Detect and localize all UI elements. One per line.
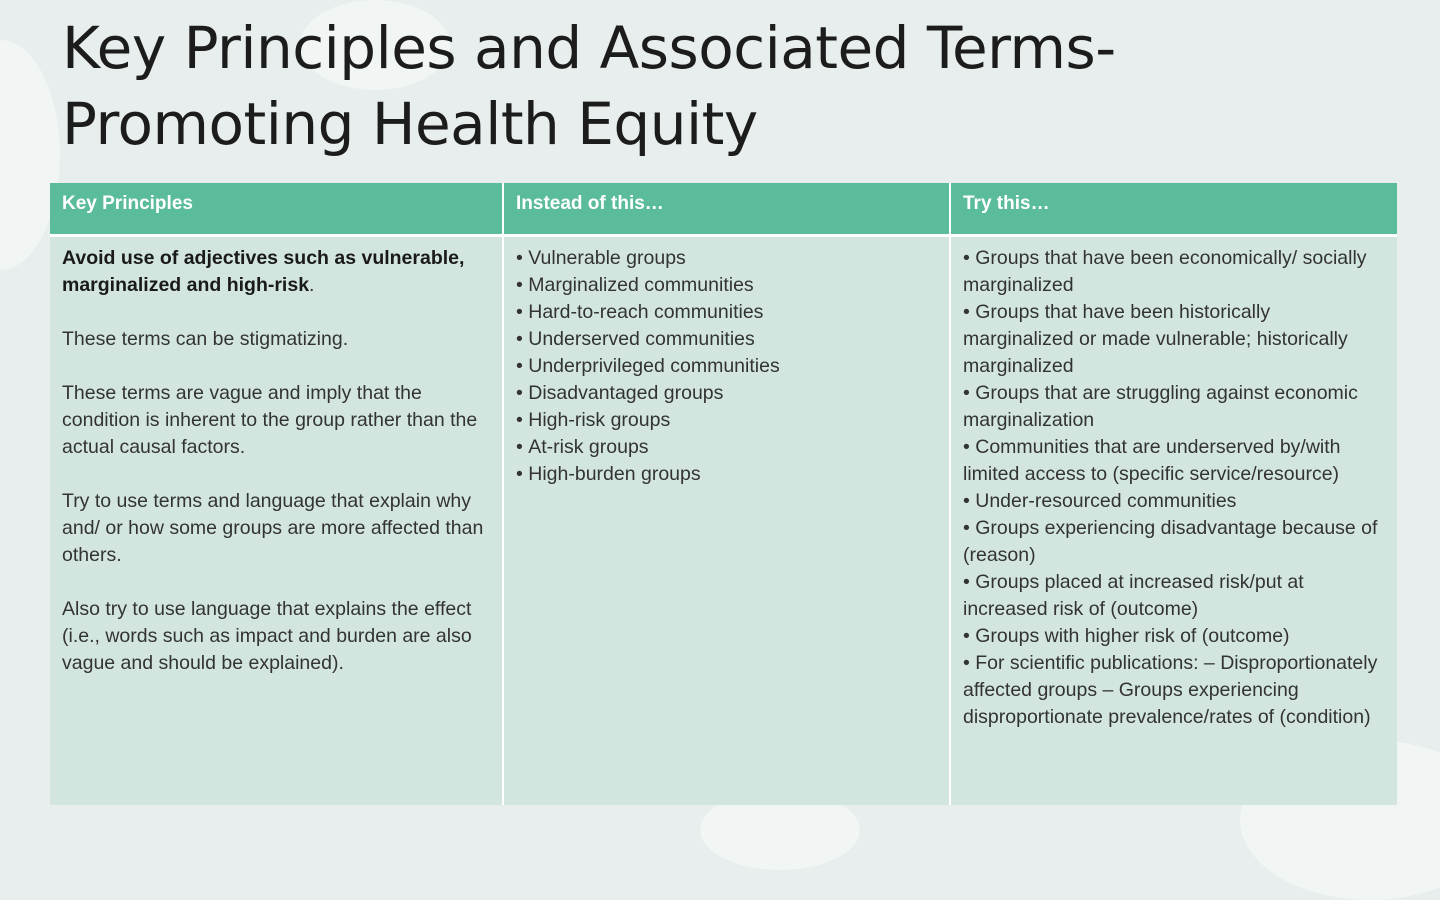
- list-item: • Groups that have been historically marginalized or made vulnerable; historically marginalized: [963, 299, 1385, 380]
- lead-statement: [62, 245, 490, 299]
- list-item: • Groups with higher risk of (outcome): [963, 623, 1385, 650]
- list-item: • Vulnerable groups: [516, 245, 937, 272]
- list-item: • At-risk groups: [516, 434, 937, 461]
- principle-paragraph: These terms can be stigmatizing.: [62, 327, 349, 350]
- instead-of-this-list: [516, 245, 937, 488]
- list-item: • Under-resourced communities: [963, 488, 1385, 515]
- table-header-row: [50, 183, 1397, 235]
- try-this-list: [963, 245, 1385, 731]
- list-item: • Communities that are underserved by/with limited access to (specific service/resource): [963, 434, 1385, 488]
- list-item: • Underprivileged communities: [516, 353, 937, 380]
- lead-end-text: .: [309, 273, 315, 296]
- list-item: • Disadvantaged groups: [516, 380, 937, 407]
- page-title: [62, 10, 1116, 162]
- table-row: [50, 235, 1397, 805]
- try-this-cell: [950, 235, 1397, 805]
- list-item: • High-risk groups: [516, 407, 937, 434]
- list-item: • Groups experiencing disadvantage because of (reason): [963, 515, 1385, 569]
- principle-paragraph: Try to use terms and language that explain why and/ or how some groups are more affected than others.: [62, 489, 484, 566]
- header-key-principles: Key Principles: [50, 183, 503, 235]
- list-item: • Marginalized communities: [516, 272, 937, 299]
- list-item: • Groups placed at increased risk/put at increased risk of (outcome): [963, 569, 1385, 623]
- title-line-2: Promoting Health Equity: [62, 90, 758, 158]
- list-item: • Hard-to-reach communities: [516, 299, 937, 326]
- principle-paragraph: These terms are vague and imply that the condition is inherent to the group rather than the actual causal factors.: [62, 381, 478, 458]
- header-try-this: Try this…: [950, 183, 1397, 235]
- list-item: • Underserved communities: [516, 326, 937, 353]
- key-principles-cell: [50, 235, 503, 805]
- list-item: • Groups that are struggling against economic marginalization: [963, 380, 1385, 434]
- list-item: • For scientific publications: – Disproportionately affected groups – Groups experiencing disproportionate prevalence/rates of (condition): [963, 650, 1385, 731]
- principle-paragraph: Also try to use language that explains the effect (i.e., words such as impact and burden are also vague and should be explained).: [62, 597, 472, 674]
- header-instead-of-this: Instead of this…: [503, 183, 950, 235]
- principles-table: [50, 183, 1397, 805]
- lead-bold-text: Avoid use of adjectives such as vulnerable, marginalized and high-risk: [62, 246, 465, 296]
- list-item: • High-burden groups: [516, 461, 937, 488]
- instead-of-this-cell: [503, 235, 950, 805]
- list-item: • Groups that have been economically/ socially marginalized: [963, 245, 1385, 299]
- title-line-1: Key Principles and Associated Terms-: [62, 14, 1116, 82]
